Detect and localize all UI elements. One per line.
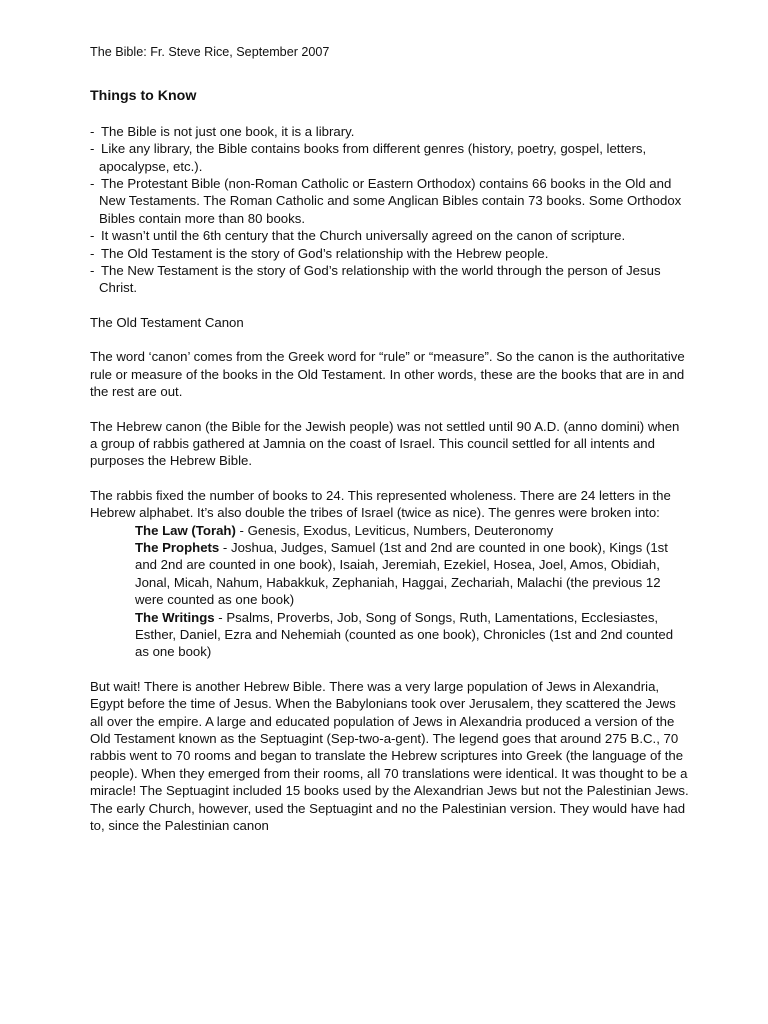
bullet-dash: - <box>90 228 95 244</box>
bullet-text: The Protestant Bible (non-Roman Catholic or Eastern Orthodox) contains 66 books in the Old and New Testaments. The Roman Catholic and some Anglican Bibles contain 73 books. Some Orthodox Bibles contain more than 80 books. <box>99 176 682 226</box>
paragraph-septuagint: But wait! There is another Hebrew Bible. There was a very large population of Jews in Alexandria, Egypt before the time of Jesus. When the Babylonians took over Jerusalem, they scattered the Jews all over the empire. A large and educated population of Jews in Alexandria produced a version of the Old Testament known as the Septuagint (Sep-two-a-gent). The legend goes that around 275 B.C., 70 rabbis went to 70 rooms and began to translate the Hebrew scriptures into Greek (the language of the people). When they emerged from their rooms, all 70 translations were identical. It was thought to be a miracle! The Septuagint included 15 books used by the Alexandrian Jews but not the Palestinian Jews. The early Church, however, used the Septuagint and no the Palestinian version. They would have had to, since the Palestinian canon <box>90 678 689 834</box>
genre-books: - Joshua, Judges, Samuel (1st and 2nd are counted in one book), Kings (1st and 2nd are counted in one book), Isaiah, Jeremiah, Ezekiel, Hosea, Joel, Amos, Obidiah, Jonal, Micah, Nahum, Habakkuk, Zephaniah, Haggai, Zechariah, Malachi (the previous 12 were counted as one book) <box>135 539 668 608</box>
paragraph-canon: The word ‘canon’ comes from the Greek word for “rule” or “measure”. So the canon is the authoritative rule or measure of the books in the Old Testament. In other words, these are the books that are in and the rest are out. <box>90 349 685 400</box>
genre-item <box>135 539 690 609</box>
genre-books: - Psalms, Proverbs, Job, Song of Songs, Ruth, Lamentations, Ecclesiastes, Esther, Daniel, Ezra and Nehemiah (counted as one book), Chronicles (1st and 2nd counted as one book) <box>135 609 674 660</box>
genre-name: The Law (Torah) <box>135 522 236 538</box>
document-page <box>90 44 690 851</box>
genre-item <box>135 609 690 661</box>
bullet-dash: - <box>90 176 95 192</box>
document-header: The Bible: Fr. Steve Rice, September 2007 <box>90 45 330 59</box>
paragraph-rabbis: The rabbis fixed the number of books to 24. This represented wholeness. There are 24 letters in the Hebrew alphabet. It’s also double the tribes of Israel (twice as nice). The genres were broken into: <box>90 487 671 521</box>
genre-name: The Writings <box>135 609 215 625</box>
bullet-item <box>90 175 690 227</box>
bullet-item <box>90 140 690 175</box>
bullet-dash: - <box>90 263 95 279</box>
bullet-text: The Bible is not just one book, it is a library. <box>101 123 355 139</box>
bullet-text: It wasn’t until the 6th century that the Church universally agreed on the canon of scripture. <box>101 228 626 244</box>
bullet-text: The New Testament is the story of God’s relationship with the world through the person of Jesus Christ. <box>99 263 661 296</box>
genre-item <box>135 522 690 539</box>
bullet-list <box>90 123 690 297</box>
bullet-item <box>90 245 690 262</box>
bullet-item <box>90 123 690 140</box>
bullet-text: Like any library, the Bible contains books from different genres (history, poetry, gospel, letters, apocalypse, etc.). <box>99 141 647 174</box>
bullet-item <box>90 227 690 244</box>
bullet-dash: - <box>90 245 95 261</box>
bullet-dash: - <box>90 141 95 157</box>
genre-name: The Prophets <box>135 539 220 555</box>
bullet-text: The Old Testament is the story of God’s relationship with the Hebrew people. <box>101 245 549 261</box>
genre-books: - Genesis, Exodus, Leviticus, Numbers, Deuteronomy <box>235 522 554 538</box>
bullet-item <box>90 262 690 297</box>
section-heading: Things to Know <box>90 88 197 105</box>
subsection-title: The Old Testament Canon <box>90 314 244 330</box>
bullet-dash: - <box>90 123 95 139</box>
paragraph-hebrew-canon: The Hebrew canon (the Bible for the Jewish people) was not settled until 90 A.D. (anno domini) when a group of rabbis gathered at Jamnia on the coast of Israel. This council settled for all intents and purposes the Hebrew Bible. <box>90 418 680 469</box>
genre-list <box>135 522 690 661</box>
